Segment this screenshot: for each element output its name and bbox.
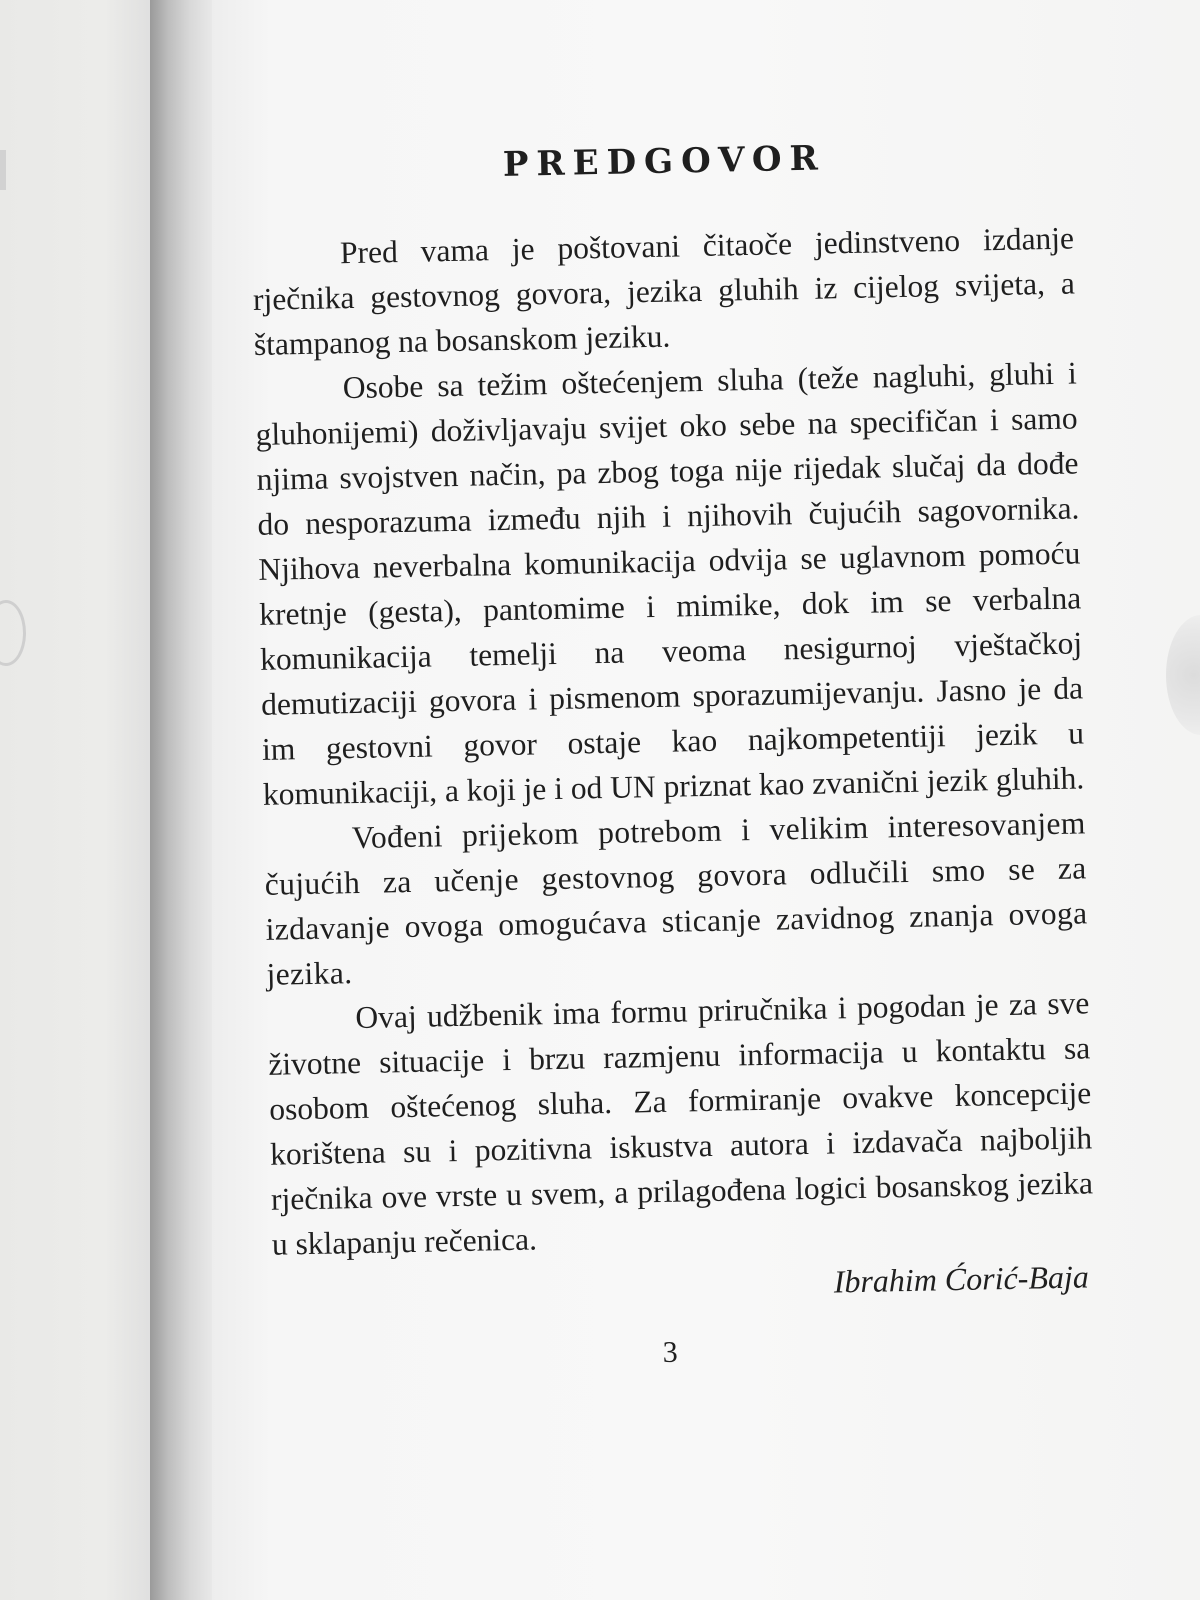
page-title: PREDGOVOR (502, 138, 827, 185)
paragraph-4: Ovaj udžbenik ima formu priručnika i pogodan je za sve životne situacije i brzu razmjenu informacija u kontaktu sa osobom oštećenog sluha. Za formiranje ovakve koncepcije korištena su i pozitivna iskustva autora i izdavača najboljih rječnika ove vrste u svem, a prilagođena logici bosanskog jezika u sklapanju rečenica. (268, 985, 1094, 1262)
author-signature: Ibrahim Ćorić-Baja (833, 1258, 1090, 1300)
paragraph-1: Pred vama je poštovani čitaoče jedinstveno izdanje rječnika gestovnog govora, jezika gluhih iz cijelog svijeta, a štampanog na bosanskom jeziku. (252, 220, 1076, 362)
left-page-mark (0, 150, 6, 190)
page-edge-mark (1166, 615, 1200, 735)
left-page-circle-mark (0, 600, 26, 666)
paragraph-2: Osobe sa težim oštećenjem sluha (teže nagluhi, gluhi i gluhonijemi) doživljavaju svijet oko sebe na specifičan i samo njima svojstven način, pa zbog toga nije rijedak slučaj da dođe do nesporazuma između njih i njihovih čujućih sagovornika. Njihova neverbalna komunikacija odvija se uglavnom pomoću kretnje (gesta), pantomime i mimike, dok im se verbalna komunikacija temelji na veoma nesigurnoj vještačkoj demutizaciji govora i pismenom sporazumijevanju. Jasno je da im gestovni govor ostaje kao najkompetentiji jezik u komunikaciji, a koji je i od UN priznat kao zvanični jezik gluhih. (255, 355, 1085, 812)
page-number: 3 (662, 1335, 679, 1369)
page-content (250, 134, 1096, 1378)
paragraph-3: Vođeni prijekom potrebom i velikim interesovanjem čujućih za učenje gestovnog govora odlučili smo se za izdavanje ovoga omogućava sticanje zavidnog znanja ovoga jezika. (264, 805, 1088, 992)
